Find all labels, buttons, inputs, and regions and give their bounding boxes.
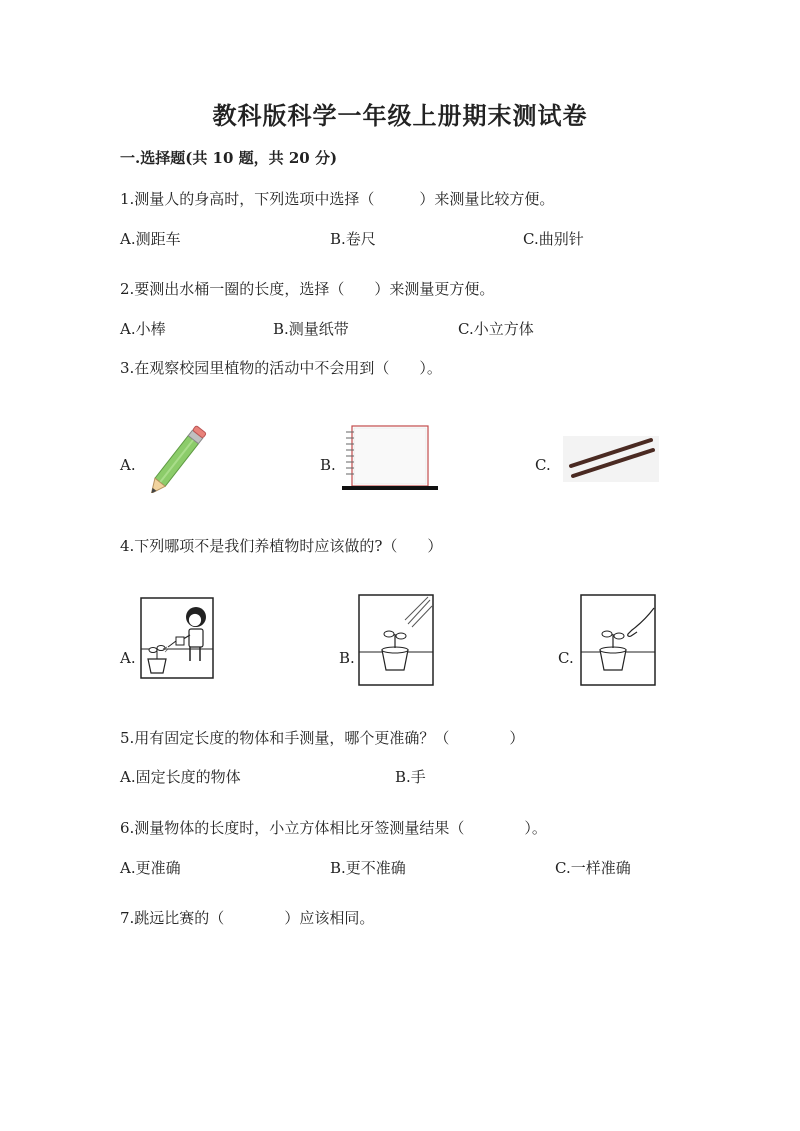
q4-option-b: B. — [339, 649, 355, 667]
question-5-text: 5.用有固定长度的物体和手测量，哪个更准确？（ ） — [120, 729, 525, 747]
q6-option-c: C.一样准确 — [555, 859, 631, 877]
q1-option-b: B.卷尺 — [330, 230, 376, 248]
child-watering-plant-icon — [140, 597, 214, 679]
q3-option-b: B. — [320, 456, 336, 474]
chopsticks-icon — [563, 432, 659, 484]
q2-option-a: A.小棒 — [120, 320, 166, 338]
q2-option-b: B.测量纸带 — [273, 320, 349, 338]
q4-option-c: C. — [558, 649, 574, 667]
q3-option-a: A. — [120, 456, 136, 474]
q4-option-a: A. — [120, 649, 136, 667]
q1-option-a: A.测距车 — [120, 230, 181, 248]
question-6-text: 6.测量物体的长度时，小立方体相比牙签测量结果（ ）。 — [120, 819, 547, 837]
q5-option-b: B.手 — [395, 768, 426, 786]
q1-option-c: C.曲别针 — [523, 230, 584, 248]
section-heading: 一.选择题(共 10 题，共 20 分) — [120, 149, 338, 167]
q3-option-c: C. — [535, 456, 551, 474]
plant-in-sunlight-icon — [358, 594, 434, 686]
q6-option-a: A.更准确 — [120, 859, 181, 877]
hand-touching-plant-icon — [580, 594, 656, 686]
pencil-icon — [145, 418, 220, 493]
question-2-text: 2.要测出水桶一圈的长度，选择（ ）来测量更方便。 — [120, 280, 495, 298]
question-1-text: 1.测量人的身高时，下列选项中选择（ ）来测量比较方便。 — [120, 190, 555, 208]
q5-option-a: A.固定长度的物体 — [120, 768, 241, 786]
page-title: 教科版科学一年级上册期末测试卷 — [212, 101, 588, 130]
question-4-text: 4.下列哪项不是我们养植物时应该做的?（ ） — [120, 537, 443, 555]
question-7-text: 7.跳远比赛的（ ）应该相同。 — [120, 909, 375, 927]
q2-option-c: C.小立方体 — [458, 320, 534, 338]
notebook-icon — [340, 424, 440, 494]
q6-option-b: B.更不准确 — [330, 859, 406, 877]
question-3-text: 3.在观察校园里植物的活动中不会用到（ ）。 — [120, 359, 442, 377]
